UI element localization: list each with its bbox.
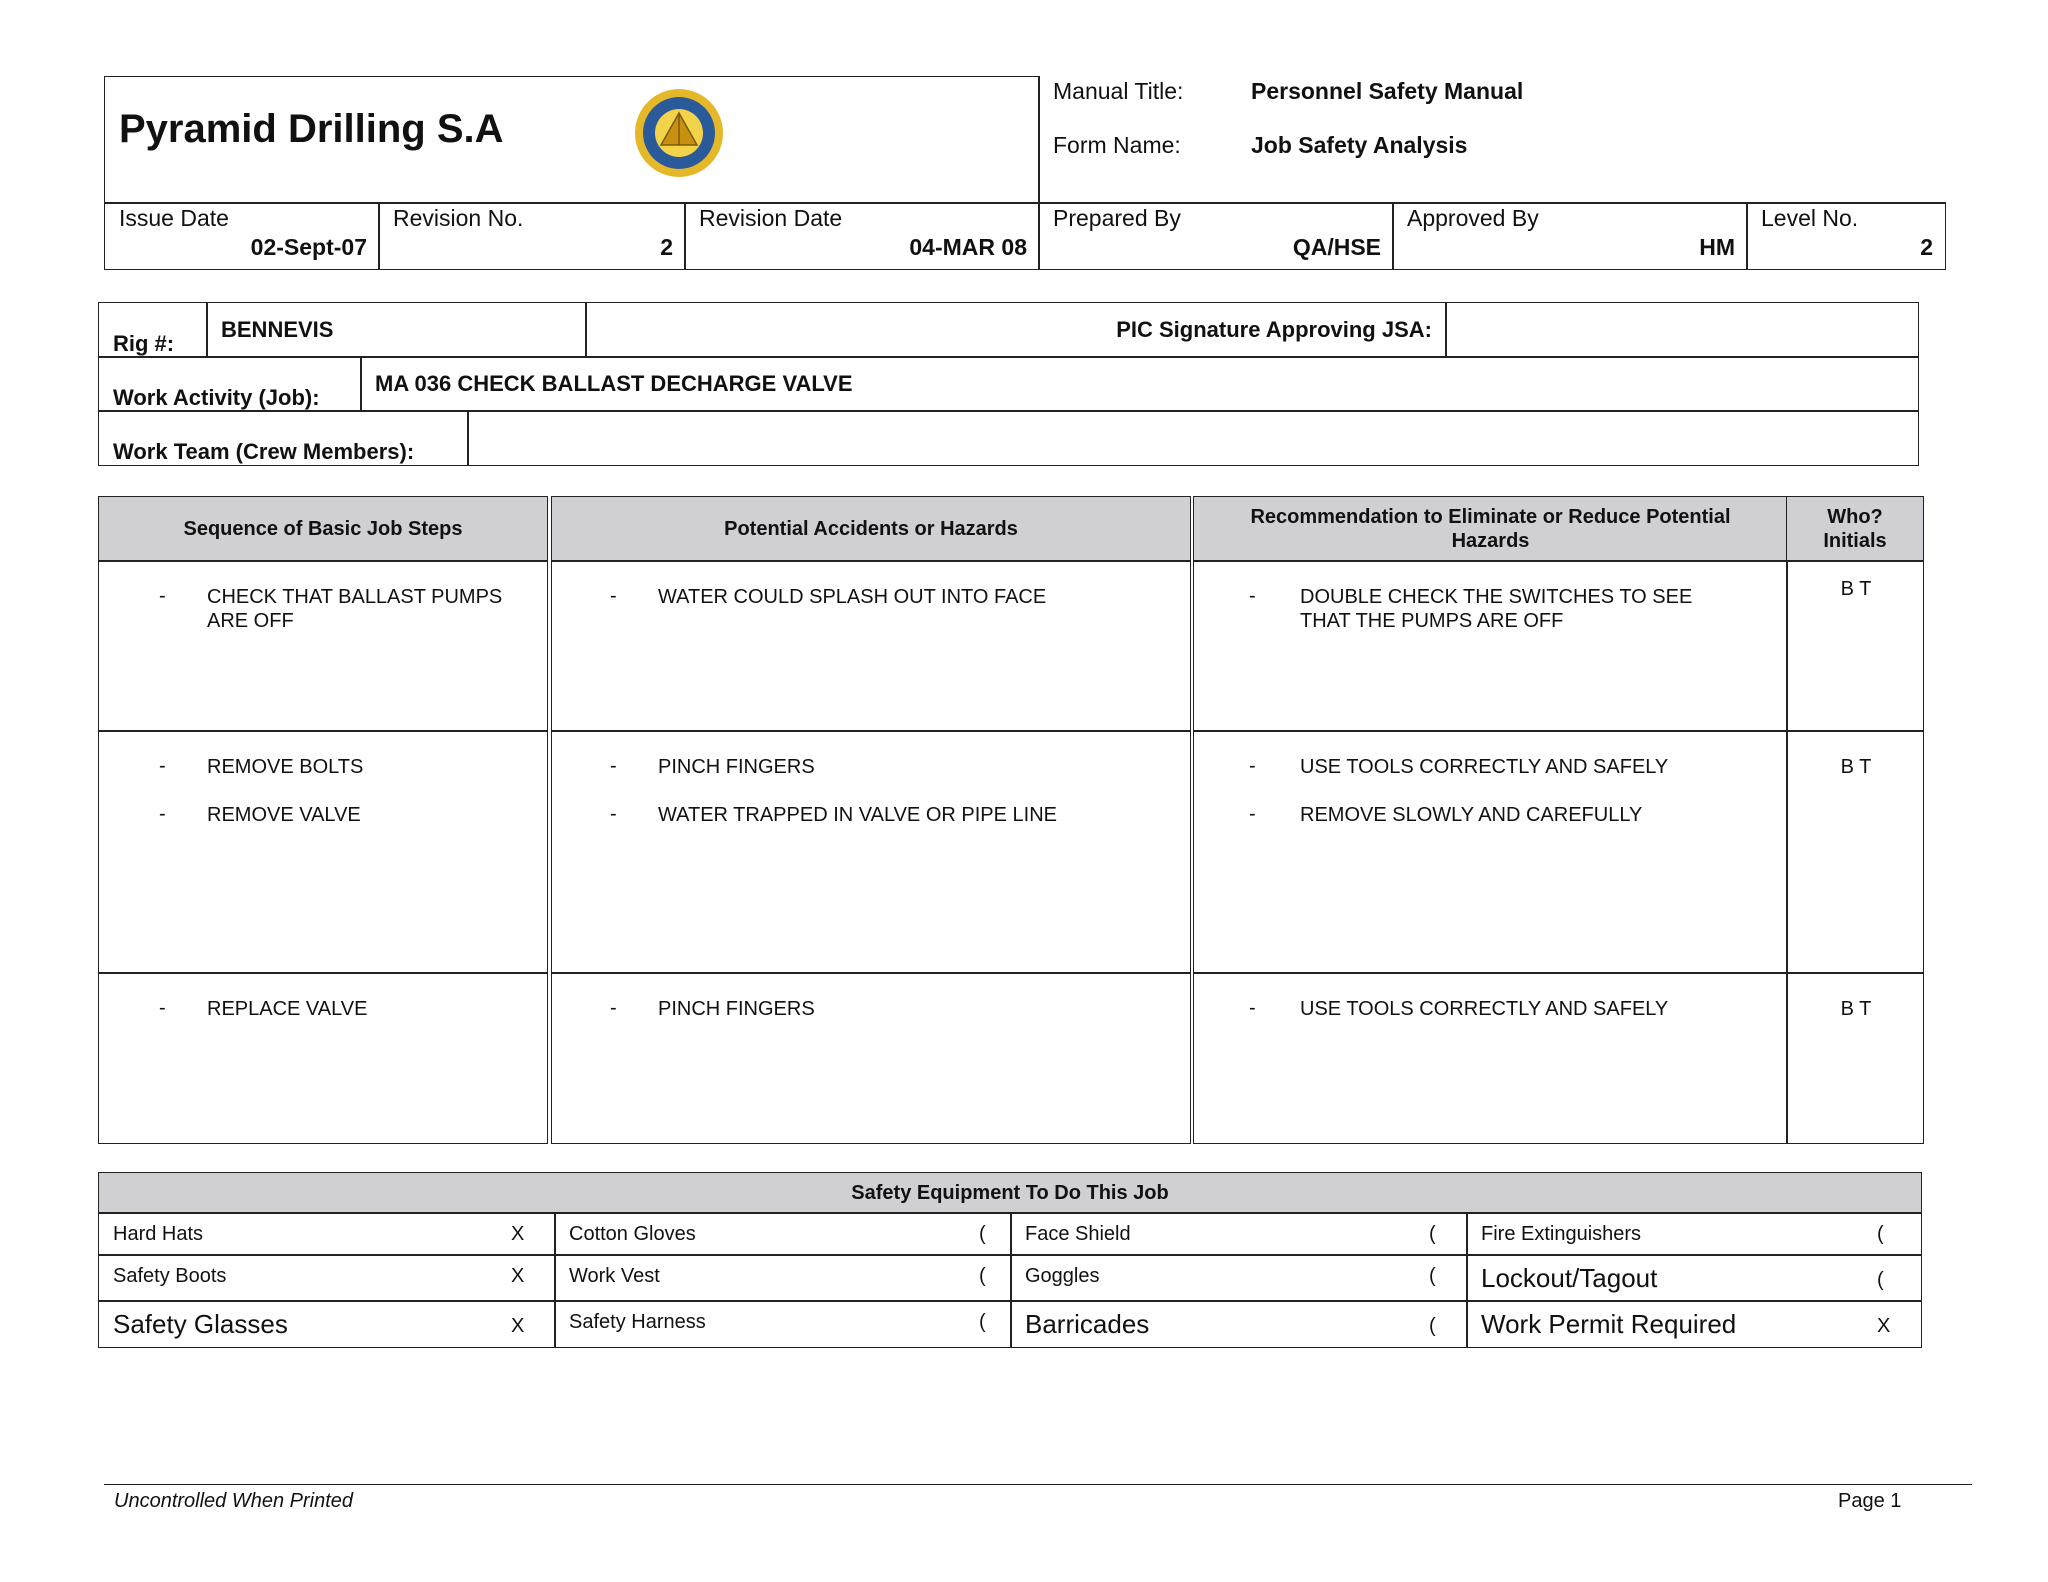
row3-recommendation-1: USE TOOLS CORRECTLY AND SAFELY	[1300, 998, 1669, 1020]
equipment-name: Work Vest	[569, 1265, 660, 1287]
equipment-name: Goggles	[1025, 1265, 1100, 1287]
approved-by-label: Approved By	[1407, 205, 1539, 231]
revision-no-label: Revision No.	[393, 205, 524, 231]
equipment-mark: X	[511, 1223, 525, 1245]
footer-page-number: Page 1	[1838, 1490, 1902, 1512]
equipment-goggles	[1010, 1254, 1468, 1302]
equipment-mark: (	[1429, 1223, 1436, 1245]
header-who	[1786, 496, 1924, 562]
row1-hazards-cell	[551, 560, 1191, 732]
row3-hazards-cell	[551, 972, 1191, 1144]
equipment-name: Safety Harness	[569, 1311, 706, 1333]
equipment-safety-glasses	[98, 1300, 556, 1348]
equipment-mark: (	[979, 1223, 986, 1245]
equipment-mark: (	[1877, 1269, 1884, 1291]
row2-hazards-cell	[551, 730, 1191, 974]
equipment-barricades	[1010, 1300, 1468, 1348]
equipment-name: Cotton Gloves	[569, 1223, 696, 1245]
equipment-lockout-tagout	[1466, 1254, 1922, 1302]
equipment-name: Lockout/Tagout	[1481, 1263, 1658, 1293]
equipment-mark: (	[1429, 1265, 1436, 1287]
header-recommendation-text: Recommendation to Eliminate or Reduce Potential Hazards	[1250, 506, 1731, 552]
equipment-mark: (	[1429, 1315, 1436, 1337]
pyramid-logo-icon	[633, 87, 725, 179]
company-header-box	[104, 76, 1040, 204]
bullet-dash: -	[159, 997, 166, 1019]
row2-recommendation-1: USE TOOLS CORRECTLY AND SAFELY	[1300, 756, 1669, 778]
activity-label: Work Activity (Job):	[113, 385, 320, 410]
company-logo	[633, 87, 725, 179]
rig-label-cell	[98, 302, 208, 358]
equipment-mark: X	[511, 1315, 525, 1337]
pic-label-cell	[585, 302, 1447, 358]
rig-label: Rig #:	[113, 331, 175, 356]
row2-step-2: REMOVE VALVE	[207, 804, 361, 826]
row1-step-1: CHECK THAT BALLAST PUMPS ARE OFF	[207, 586, 503, 632]
row2-who-cell	[1786, 730, 1924, 974]
issue-date-value: 02-Sept-07	[250, 234, 367, 260]
row3-recommend-cell	[1193, 972, 1788, 1144]
rig-value-cell	[206, 302, 587, 358]
equipment-mark: X	[1877, 1315, 1891, 1337]
activity-label-cell	[98, 356, 362, 412]
manual-title-value: Personnel Safety Manual	[1251, 78, 1524, 104]
equipment-mark: X	[511, 1265, 525, 1287]
equipment-name: Fire Extinguishers	[1481, 1223, 1642, 1245]
pic-signature-field[interactable]	[1445, 302, 1919, 358]
bullet-dash: -	[159, 585, 166, 607]
revision-no-value: 2	[660, 234, 673, 260]
manual-title-label: Manual Title:	[1053, 78, 1184, 104]
issue-date-cell	[104, 202, 380, 270]
bullet-dash: -	[1249, 997, 1256, 1019]
revision-date-label: Revision Date	[699, 205, 843, 231]
team-label: Work Team (Crew Members):	[113, 439, 415, 464]
equipment-name: Safety Boots	[113, 1265, 227, 1287]
equipment-name: Work Permit Required	[1481, 1309, 1737, 1339]
equipment-face-shield	[1010, 1212, 1468, 1256]
row1-hazard-1: WATER COULD SPLASH OUT INTO FACE	[658, 586, 1047, 608]
bullet-dash: -	[159, 803, 166, 825]
revision-date-value: 04-MAR 08	[909, 234, 1027, 260]
row1-who-cell	[1786, 560, 1924, 732]
header-recommendation	[1193, 496, 1788, 562]
row2-steps-cell	[98, 730, 548, 974]
row1-steps-cell	[98, 560, 548, 732]
prepared-by-value: QA/HSE	[1292, 234, 1381, 260]
level-no-cell	[1746, 202, 1946, 270]
rig-value: BENNEVIS	[221, 317, 334, 342]
equipment-name: Hard Hats	[113, 1223, 204, 1245]
row1-who: B T	[1840, 578, 1872, 600]
row2-hazard-2: WATER TRAPPED IN VALVE OR PIPE LINE	[658, 804, 1057, 826]
header-steps: Sequence of Basic Job Steps	[98, 496, 548, 562]
row3-who-cell	[1786, 972, 1924, 1144]
equipment-name: Barricades	[1025, 1309, 1150, 1339]
activity-value: MA 036 CHECK BALLAST DECHARGE VALVE	[375, 371, 853, 396]
bullet-dash: -	[610, 997, 617, 1019]
level-no-label: Level No.	[1761, 205, 1859, 231]
header-hazards: Potential Accidents or Hazards	[551, 496, 1191, 562]
row2-recommendation-2: REMOVE SLOWLY AND CAREFULLY	[1300, 804, 1643, 826]
equipment-safety-harness	[554, 1300, 1012, 1348]
equipment-fire-extinguishers	[1466, 1212, 1922, 1256]
equipment-mark: (	[979, 1311, 986, 1333]
equipment-hard-hats	[98, 1212, 556, 1256]
form-name-label: Form Name:	[1053, 132, 1181, 158]
approved-by-value: HM	[1699, 234, 1735, 260]
row1-recommendation-1: DOUBLE CHECK THE SWITCHES TO SEE THAT THE PUMPS ARE OFF	[1300, 586, 1693, 632]
equipment-title: Safety Equipment To Do This Job	[98, 1172, 1922, 1214]
prepared-by-label: Prepared By	[1053, 205, 1181, 231]
revision-date-cell	[684, 202, 1040, 270]
footer-rule	[104, 1484, 1972, 1485]
row2-who: B T	[1840, 756, 1872, 778]
jsa-table	[98, 496, 1922, 1144]
team-label-cell	[98, 410, 469, 466]
header-who-text: Who? Initials	[1823, 506, 1887, 552]
manual-info-box	[1038, 76, 1946, 204]
level-no-value: 2	[1920, 234, 1933, 260]
row2-step-1: REMOVE BOLTS	[207, 756, 364, 778]
equipment-work-permit	[1466, 1300, 1922, 1348]
bullet-dash: -	[1249, 755, 1256, 777]
activity-value-cell	[360, 356, 1919, 412]
row3-step-1: REPLACE VALVE	[207, 998, 368, 1020]
equipment-safety-boots	[98, 1254, 556, 1302]
bullet-dash: -	[610, 585, 617, 607]
prepared-by-cell	[1038, 202, 1394, 270]
bullet-dash: -	[610, 755, 617, 777]
issue-date-label: Issue Date	[119, 205, 229, 231]
bullet-dash: -	[1249, 803, 1256, 825]
row1-recommend-cell	[1193, 560, 1788, 732]
approved-by-cell	[1392, 202, 1748, 270]
bullet-dash: -	[610, 803, 617, 825]
equipment-work-vest	[554, 1254, 1012, 1302]
row2-recommend-cell	[1193, 730, 1788, 974]
form-name-value: Job Safety Analysis	[1251, 132, 1468, 158]
equipment-mark: (	[1877, 1223, 1884, 1245]
footer-uncontrolled: Uncontrolled When Printed	[114, 1490, 354, 1512]
revision-no-cell	[378, 202, 686, 270]
row3-who: B T	[1840, 998, 1872, 1020]
equipment-name: Face Shield	[1025, 1223, 1131, 1245]
equipment-mark: (	[979, 1265, 986, 1287]
bullet-dash: -	[1249, 585, 1256, 607]
pic-label: PIC Signature Approving JSA:	[1116, 317, 1432, 342]
row3-hazard-1: PINCH FINGERS	[658, 998, 815, 1020]
row3-steps-cell	[98, 972, 548, 1144]
team-value-field[interactable]	[467, 410, 1919, 466]
company-name: Pyramid Drilling S.A	[119, 107, 504, 151]
row2-hazard-1: PINCH FINGERS	[658, 756, 815, 778]
bullet-dash: -	[159, 755, 166, 777]
equipment-name: Safety Glasses	[113, 1309, 288, 1339]
equipment-cotton-gloves	[554, 1212, 1012, 1256]
